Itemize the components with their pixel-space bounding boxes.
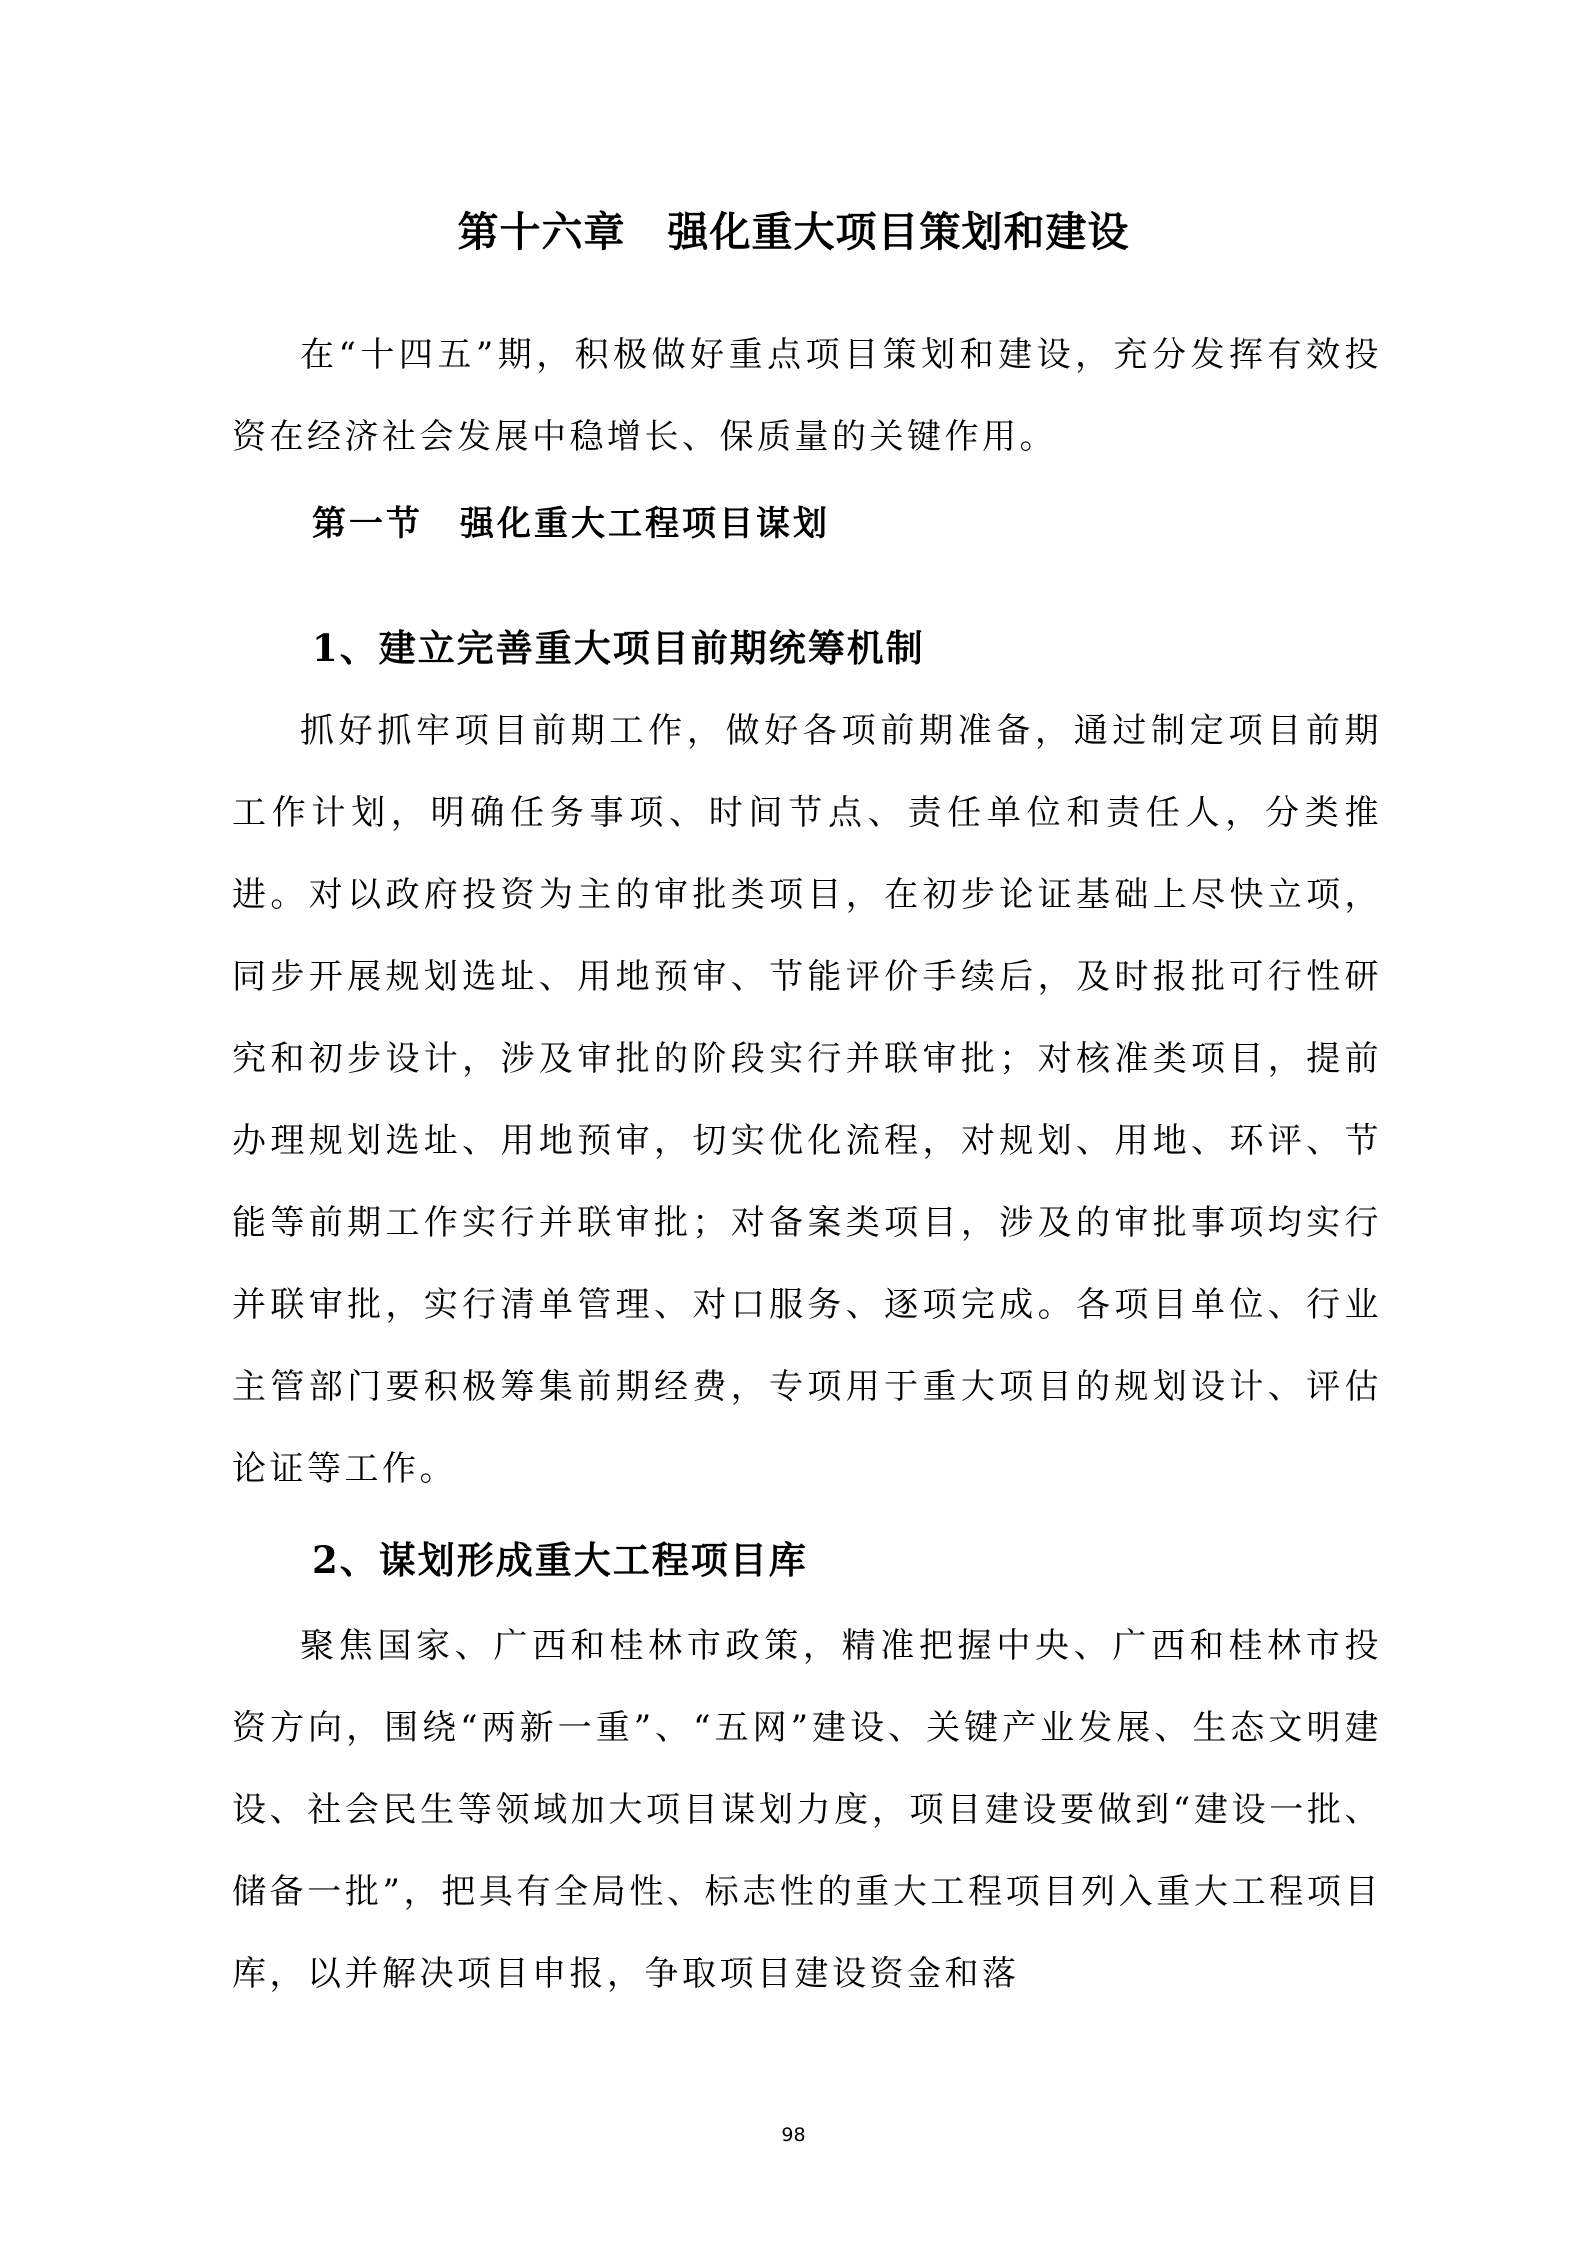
page-number: 98	[781, 2124, 806, 2146]
item-1-heading: 1、建立完善重大项目前期统筹机制	[312, 626, 925, 670]
item-2-text: 聚焦国家、广西和桂林市政策，精准把握中央、广西和桂林市投资方向，围绕“两新一重”、“五网”建设、关键产业发展、生态文明建设、社会民生等领域加大项目谋划力度，项目建设要做到“建设一批、储备一批”，把具有全局性、标志性的重大工程项目列入重大工程项目库，以并解决项目申报，争取项目建设资金和落	[232, 1626, 1382, 1994]
intro-text: 在“十四五”期，积极做好重点项目策划和建设，充分发挥有效投资在经济社会发展中稳增长、保质量的关键作用。	[232, 335, 1382, 457]
item-2-heading: 2、谋划形成重大工程项目库	[312, 1538, 808, 1582]
chapter-title: 第十六章 强化重大项目策划和建设	[457, 208, 1130, 256]
item-1-paragraph	[232, 690, 1382, 1510]
intro-paragraph	[232, 314, 1382, 478]
item-1-text: 抓好抓牢项目前期工作，做好各项前期准备，通过制定项目前期工作计划，明确任务事项、时间节点、责任单位和责任人，分类推进。对以政府投资为主的审批类项目，在初步论证基础上尽快立项，同步开展规划选址、用地预审、节能评价手续后，及时报批可行性研究和初步设计，涉及审批的阶段实行并联审批；对核准类项目，提前办理规划选址、用地预审，切实优化流程，对规划、用地、环评、节能等前期工作实行并联审批；对备案类项目，涉及的审批事项均实行并联审批，实行清单管理、对口服务、逐项完成。各项目单位、行业主管部门要积极筹集前期经费，专项用于重大项目的规划设计、评估论证等工作。	[232, 711, 1382, 1489]
item-2-paragraph	[232, 1605, 1382, 2015]
section-heading: 第一节 强化重大工程项目谋划	[312, 504, 830, 544]
